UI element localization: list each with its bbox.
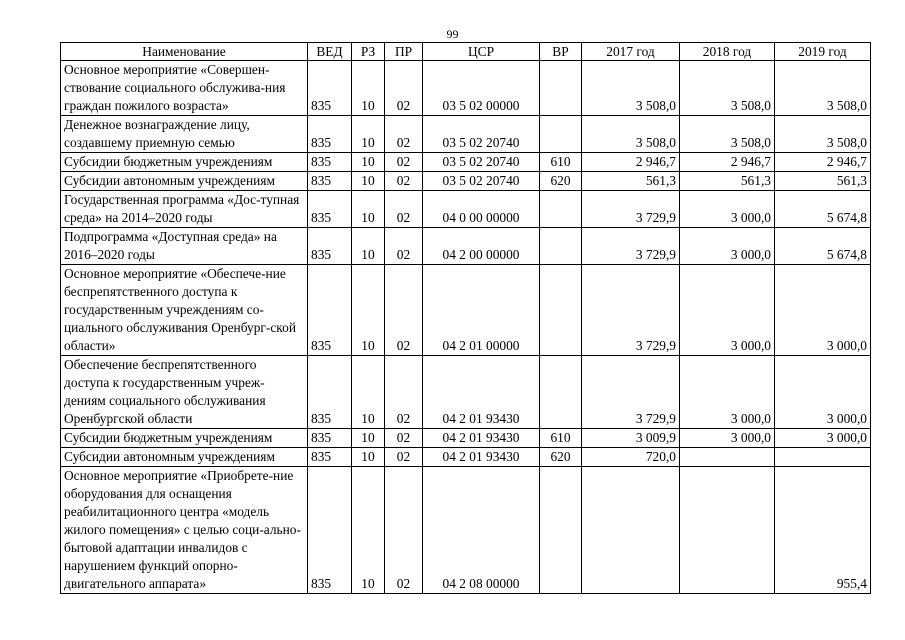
table-row bbox=[61, 61, 871, 116]
header-row bbox=[61, 43, 871, 61]
cell-ved: 835 bbox=[308, 265, 352, 356]
cell-name: Основное мероприятие «Приобрете-ние оборудования для оснащения реабилитационного центра «модель жилого помещения» с целью соци-ально-бытовой адаптации инвалидов с нарушением функций опорно-двигательного аппарата» bbox=[61, 467, 308, 594]
col-header-vr: ВР bbox=[540, 43, 582, 61]
cell-rz: 10 bbox=[352, 172, 385, 191]
cell-2017: 3 009,9 bbox=[582, 429, 680, 448]
cell-2018: 3 508,0 bbox=[680, 61, 775, 116]
cell-csr: 04 2 08 00000 bbox=[423, 467, 540, 594]
cell-csr: 03 5 02 20740 bbox=[423, 153, 540, 172]
table-row bbox=[61, 116, 871, 153]
cell-csr: 03 5 02 20740 bbox=[423, 116, 540, 153]
cell-2017: 3 729,9 bbox=[582, 191, 680, 228]
col-header-csr: ЦСР bbox=[423, 43, 540, 61]
col-header-2017: 2017 год bbox=[582, 43, 680, 61]
cell-name: Основное мероприятие «Совершен-ствование социального обслужива-ния граждан пожилого возраста» bbox=[61, 61, 308, 116]
page-number: 99 bbox=[446, 27, 459, 41]
cell-2019: 5 674,8 bbox=[775, 191, 871, 228]
cell-vr: 610 bbox=[540, 429, 582, 448]
cell-name: Денежное вознаграждение лицу, создавшему приемную семью bbox=[61, 116, 308, 153]
cell-2019 bbox=[775, 448, 871, 467]
cell-name: Субсидии автономным учреждениям bbox=[61, 448, 308, 467]
cell-vr bbox=[540, 61, 582, 116]
cell-2018: 3 000,0 bbox=[680, 191, 775, 228]
cell-rz: 10 bbox=[352, 228, 385, 265]
cell-ved: 835 bbox=[308, 467, 352, 594]
cell-rz: 10 bbox=[352, 356, 385, 429]
cell-rz: 10 bbox=[352, 191, 385, 228]
cell-2018: 3 000,0 bbox=[680, 429, 775, 448]
cell-name: Субсидии автономным учреждениям bbox=[61, 172, 308, 191]
budget-table bbox=[60, 42, 871, 594]
cell-2018: 3 000,0 bbox=[680, 265, 775, 356]
cell-ved: 835 bbox=[308, 429, 352, 448]
cell-pr: 02 bbox=[385, 467, 423, 594]
table-row bbox=[61, 356, 871, 429]
table-row bbox=[61, 153, 871, 172]
cell-2017: 3 729,9 bbox=[582, 228, 680, 265]
cell-rz: 10 bbox=[352, 467, 385, 594]
cell-ved: 835 bbox=[308, 448, 352, 467]
cell-vr bbox=[540, 356, 582, 429]
cell-2019: 2 946,7 bbox=[775, 153, 871, 172]
cell-2019: 5 674,8 bbox=[775, 228, 871, 265]
cell-2018: 2 946,7 bbox=[680, 153, 775, 172]
cell-rz: 10 bbox=[352, 116, 385, 153]
cell-2017 bbox=[582, 467, 680, 594]
table-row bbox=[61, 448, 871, 467]
cell-ved: 835 bbox=[308, 116, 352, 153]
cell-name: Обеспечение беспрепятственного доступа к государственным учреж-дениям социального обслуживания Оренбургской области bbox=[61, 356, 308, 429]
cell-pr: 02 bbox=[385, 429, 423, 448]
cell-pr: 02 bbox=[385, 265, 423, 356]
cell-rz: 10 bbox=[352, 61, 385, 116]
cell-rz: 10 bbox=[352, 265, 385, 356]
cell-vr bbox=[540, 228, 582, 265]
cell-2019: 3 000,0 bbox=[775, 265, 871, 356]
cell-2019: 561,3 bbox=[775, 172, 871, 191]
cell-2019: 955,4 bbox=[775, 467, 871, 594]
cell-pr: 02 bbox=[385, 153, 423, 172]
cell-2019: 3 000,0 bbox=[775, 429, 871, 448]
table-row bbox=[61, 265, 871, 356]
cell-pr: 02 bbox=[385, 191, 423, 228]
table-row bbox=[61, 467, 871, 594]
cell-rz: 10 bbox=[352, 153, 385, 172]
cell-csr: 04 2 01 00000 bbox=[423, 265, 540, 356]
col-header-2019: 2019 год bbox=[775, 43, 871, 61]
cell-ved: 835 bbox=[308, 356, 352, 429]
col-header-pr: ПР bbox=[385, 43, 423, 61]
cell-csr: 04 0 00 00000 bbox=[423, 191, 540, 228]
cell-pr: 02 bbox=[385, 228, 423, 265]
cell-2017: 561,3 bbox=[582, 172, 680, 191]
cell-2019: 3 000,0 bbox=[775, 356, 871, 429]
table-row bbox=[61, 191, 871, 228]
cell-csr: 03 5 02 20740 bbox=[423, 172, 540, 191]
table-row bbox=[61, 172, 871, 191]
cell-csr: 04 2 01 93430 bbox=[423, 429, 540, 448]
cell-csr: 04 2 01 93430 bbox=[423, 356, 540, 429]
cell-rz: 10 bbox=[352, 429, 385, 448]
cell-2018: 3 000,0 bbox=[680, 228, 775, 265]
cell-2017: 3 729,9 bbox=[582, 265, 680, 356]
cell-ved: 835 bbox=[308, 61, 352, 116]
col-header-2018: 2018 год bbox=[680, 43, 775, 61]
cell-2019: 3 508,0 bbox=[775, 61, 871, 116]
cell-vr bbox=[540, 265, 582, 356]
cell-2018: 3 000,0 bbox=[680, 356, 775, 429]
cell-vr: 610 bbox=[540, 153, 582, 172]
cell-vr: 620 bbox=[540, 172, 582, 191]
cell-vr bbox=[540, 116, 582, 153]
cell-ved: 835 bbox=[308, 191, 352, 228]
cell-name: Субсидии бюджетным учреждениям bbox=[61, 153, 308, 172]
cell-ved: 835 bbox=[308, 172, 352, 191]
cell-csr: 04 2 00 00000 bbox=[423, 228, 540, 265]
cell-2018 bbox=[680, 467, 775, 594]
cell-2018: 561,3 bbox=[680, 172, 775, 191]
table-row bbox=[61, 228, 871, 265]
cell-pr: 02 bbox=[385, 172, 423, 191]
cell-2018: 3 508,0 bbox=[680, 116, 775, 153]
cell-name: Государственная программа «Дос-тупная среда» на 2014–2020 годы bbox=[61, 191, 308, 228]
cell-ved: 835 bbox=[308, 153, 352, 172]
cell-pr: 02 bbox=[385, 448, 423, 467]
col-header-rz: РЗ bbox=[352, 43, 385, 61]
cell-2017: 720,0 bbox=[582, 448, 680, 467]
col-header-name: Наименование bbox=[61, 43, 308, 61]
cell-name: Основное мероприятие «Обеспече-ние беспрепятственного доступа к государственным учреждениям со-циального обслуживания Оренбург-ской области» bbox=[61, 265, 308, 356]
cell-rz: 10 bbox=[352, 448, 385, 467]
cell-pr: 02 bbox=[385, 356, 423, 429]
cell-pr: 02 bbox=[385, 116, 423, 153]
cell-vr bbox=[540, 191, 582, 228]
cell-2017: 3 508,0 bbox=[582, 116, 680, 153]
col-header-ved: ВЕД bbox=[308, 43, 352, 61]
cell-ved: 835 bbox=[308, 228, 352, 265]
cell-csr: 04 2 01 93430 bbox=[423, 448, 540, 467]
cell-2018 bbox=[680, 448, 775, 467]
cell-vr: 620 bbox=[540, 448, 582, 467]
cell-name: Подпрограмма «Доступная среда» на 2016–2020 годы bbox=[61, 228, 308, 265]
table-row bbox=[61, 429, 871, 448]
cell-2017: 3 729,9 bbox=[582, 356, 680, 429]
cell-name: Субсидии бюджетным учреждениям bbox=[61, 429, 308, 448]
cell-2017: 3 508,0 bbox=[582, 61, 680, 116]
cell-pr: 02 bbox=[385, 61, 423, 116]
cell-2019: 3 508,0 bbox=[775, 116, 871, 153]
cell-2017: 2 946,7 bbox=[582, 153, 680, 172]
cell-vr bbox=[540, 467, 582, 594]
cell-csr: 03 5 02 00000 bbox=[423, 61, 540, 116]
